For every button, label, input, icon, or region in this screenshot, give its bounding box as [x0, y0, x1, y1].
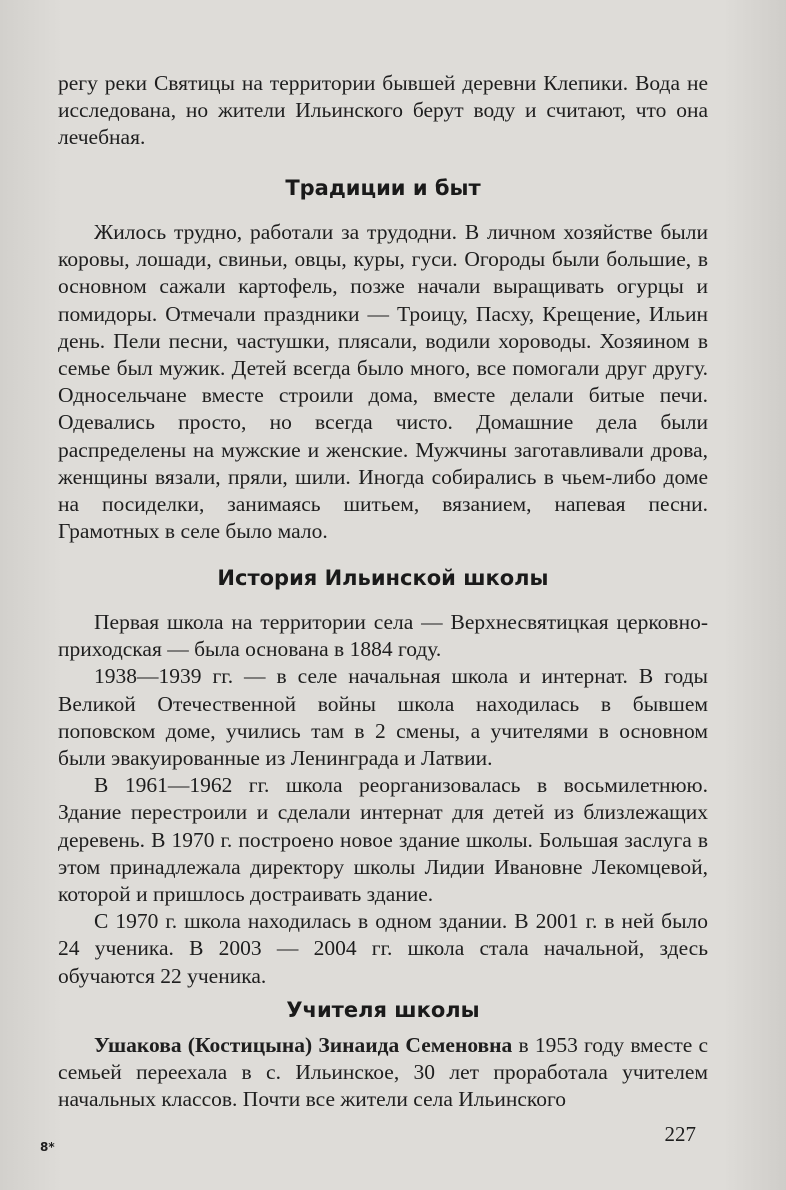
teacher-description: в 1953 году вместе с семьей переехала в с. Ильинское, 30 лет проработала учителем начальных классов. Почти все жители села Ильинского — [58, 1033, 708, 1112]
school-history-text — [58, 609, 708, 990]
heading-school-history: История Ильинской школы — [217, 566, 549, 590]
teacher-paragraph — [58, 1032, 708, 1114]
traditions-text — [58, 219, 708, 545]
heading-teachers: Учителя школы — [286, 998, 480, 1022]
page-number: 227 — [664, 1122, 696, 1146]
teachers-text — [58, 1032, 708, 1114]
history-paragraph-3: В 1961—1962 гг. школа реорганизовалась в восьмилетнюю. Здание перестроили и сделали интернат для детей из близлежащих деревень. В 1970 г. построено новое здание школы. Большая заслуга в этом принадлежала директору школы Лидии Ивановне Лекомцевой, которой и пришлось достраивать здание. — [58, 773, 708, 907]
history-paragraph-1: Первая школа на территории села — Верхнесвятицкая церковно-приходская — была основана в 1884 году. — [58, 610, 708, 662]
heading-traditions: Традиции и быт — [285, 176, 481, 200]
traditions-paragraph: Жилось трудно, работали за трудодни. В личном хозяйстве были коровы, лошади, свиньи, овцы, куры, гуси. Огороды были большие, в основном сажали картофель, позже начали выращивать огурцы и помидоры. Отмечали праздники — Троицу, Пасху, Крещение, Ильин день. Пели песни, частушки, плясали, водили хороводы. Хозяином в семье был мужик. Детей всегда было много, все помогали друг другу. Односельчане вместе строили дома, вместе делали битые печи. Одевались просто, но всегда чисто. Домашние дела были распределены на мужские и женские. Мужчины заготавливали дрова, женщины вязали, пряли, шили. Иногда собирались в чьем-либо доме на посиделки, занимаясь шитьем, вязанием, напевая песни. Грамотных в селе было мало. — [58, 220, 708, 544]
teacher-name: Ушакова (Костицына) Зинаида Семеновна — [94, 1033, 513, 1057]
signature-mark: 8* — [40, 1140, 55, 1154]
intro-paragraph: регу реки Святицы на территории бывшей деревни Клепики. Вода не исследована, но жители Ильинского берут воду и считают, что она лечебная. — [58, 71, 708, 150]
history-paragraph-4: С 1970 г. школа находилась в одном здании. В 2001 г. в ней было 24 ученика. В 2003 — 2004 гг. школа стала начальной, здесь обучаются 22 ученика. — [58, 909, 708, 988]
intro-text — [58, 70, 708, 152]
history-paragraph-2: 1938—1939 гг. — в селе начальная школа и интернат. В годы Великой Отечественной войны школа находилась в бывшем поповском доме, учились там в 2 смены, а учителями в основном были эвакуированные из Ленинграда и Латвии. — [58, 664, 708, 771]
